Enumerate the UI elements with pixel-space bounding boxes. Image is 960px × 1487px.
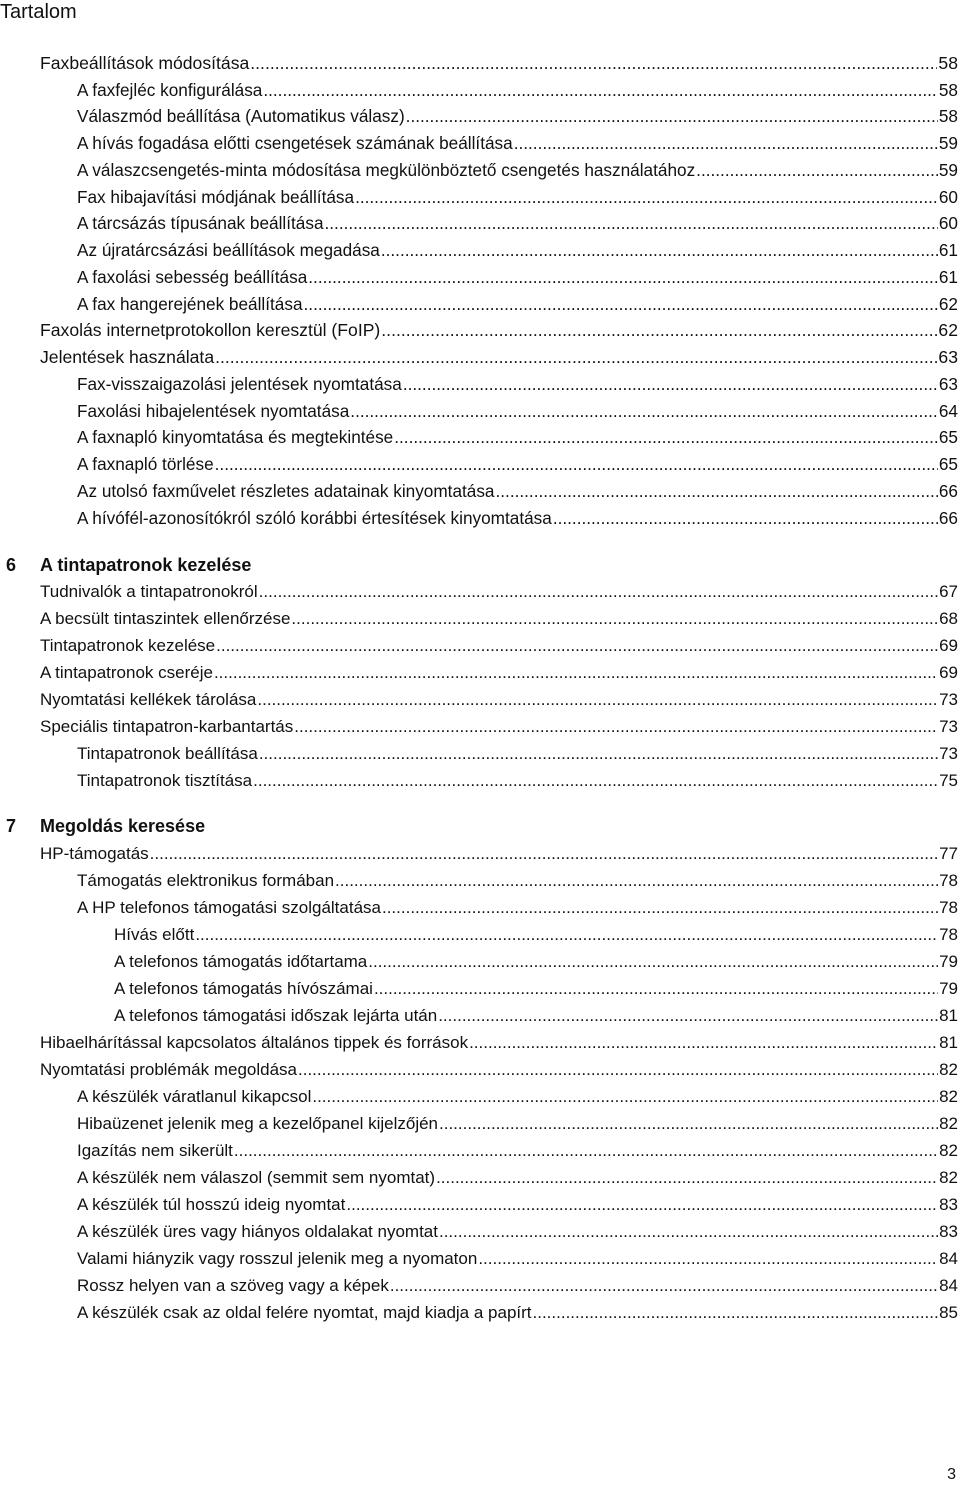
toc-entry-title: Tudnivalók a tintapatronokról [40,582,258,601]
toc-leader [382,894,938,921]
toc-leader [374,975,938,1002]
toc-leader [533,1299,939,1326]
toc-entry[interactable] [77,1137,958,1164]
toc-entry-title: Faxbeállítások módosítása [40,53,250,73]
toc-entry-page: 65 [938,454,958,474]
page-number: 3 [947,1466,956,1483]
toc-entry[interactable] [40,1029,958,1056]
toc-entry[interactable] [77,184,958,211]
toc-entry[interactable] [77,103,958,130]
toc-leader [214,659,938,686]
toc-entry-page: 62 [938,294,958,314]
toc-entry[interactable] [77,1110,958,1137]
toc-entry-page: 73 [939,717,958,736]
toc-entry-page: 77 [939,844,958,863]
toc-entry[interactable] [40,713,958,740]
toc-entry[interactable] [77,505,958,532]
toc-entry-page: 69 [939,636,958,655]
toc-entry[interactable] [77,130,958,157]
toc-entry-title: Hibaüzenet jelenik meg a kezelőpanel kijelzőjén [77,1114,439,1133]
toc-leader [469,1029,938,1056]
toc-entry-title: A hívófél-azonosítókról szóló korábbi értesítések kinyomtatása [77,508,552,528]
toc-entry[interactable] [77,867,958,894]
toc-entry-page: 75 [939,771,958,790]
toc-entry-page: 85 [939,1303,958,1322]
toc-entry-page: 58 [938,80,958,100]
toc-entry[interactable] [40,605,958,632]
toc-entry-page: 82 [939,1141,958,1160]
toc-entry-title: Rossz helyen van a szöveg vagy a képek [77,1276,389,1295]
toc-entry-title: Tintapatronok tisztítása [77,771,253,790]
toc-leader [215,451,938,478]
toc-entry-page: 61 [938,240,958,260]
toc-entry-page: 69 [939,663,958,682]
toc-entry-title: A készülék csak az oldal felére nyomtat, majd kiadja a papírt [77,1303,532,1322]
toc-leader [350,398,938,425]
toc-entry-page: 81 [939,1006,958,1025]
toc-leader [250,50,937,77]
toc-entry-page: 82 [939,1087,958,1106]
toc-entry-title: A faxnapló kinyomtatása és megtekintése [77,427,394,447]
toc-entry-title: A készülék nem válaszol (semmit sem nyomtat) [77,1168,436,1187]
toc-entry[interactable] [40,50,958,77]
toc-leader [150,840,938,867]
toc-entry-title: Fax-visszaigazolási jelentések nyomtatása [77,374,402,394]
toc-entry-title: HP-támogatás [40,844,149,863]
chapter-title: A tintapatronok kezelése [40,555,252,575]
toc-entry-title: Valami hiányzik vagy rosszul jelenik meg a nyomaton [77,1249,478,1268]
toc-entry[interactable] [40,632,958,659]
toc-entry[interactable] [114,975,958,1002]
toc-entry-page: 59 [938,160,958,180]
toc-leader [304,291,938,318]
toc-entry-title: Fax hibajavítási módjának beállítása [77,187,355,207]
toc-leader [291,605,938,632]
toc-entry-page: 73 [939,690,958,709]
toc-entry-title: Hibaelhárítással kapcsolatos általános tippek és források [40,1033,469,1052]
toc-entry-page: 63 [938,374,958,394]
toc-entry-title: A készülék váratlanul kikapcsol [77,1087,312,1106]
toc-entry[interactable] [40,659,958,686]
toc-entry-title: A faxfejléc konfigurálása [77,80,263,100]
toc-entry[interactable] [77,1218,958,1245]
toc-entry-title: A készülék üres vagy hiányos oldalakat nyomtat [77,1222,438,1241]
toc-entry-page: 60 [938,187,958,207]
chapter-heading[interactable] [6,812,205,840]
chapter-number: 7 [6,816,17,836]
toc-entry-page: 67 [939,582,958,601]
toc-entry[interactable] [77,398,958,425]
toc-leader [325,210,938,237]
toc-entry-page: 78 [939,925,958,944]
toc-entry-page: 82 [939,1114,958,1133]
chapter-title: Megoldás keresése [40,816,206,836]
toc-leader [263,77,938,104]
toc-entry-title: Faxolás internetprotokollon keresztül (FoIP) [40,320,381,340]
toc-leader [355,184,938,211]
toc-entry-title: Nyomtatási kellékek tárolása [40,690,257,709]
toc-entry-page: 78 [939,898,958,917]
toc-entry[interactable] [77,77,958,104]
toc-entry[interactable] [40,686,958,713]
toc-entry[interactable] [77,894,958,921]
toc-entry-page: 68 [939,609,958,628]
toc-entry-page: 59 [938,133,958,153]
toc-entry-page: 58 [938,53,958,73]
toc-entry-title: A tárcsázás típusának beállítása [77,213,324,233]
toc-entry-title: A becsült tintaszintek ellenőrzése [40,609,291,628]
toc-entry[interactable] [114,921,958,948]
toc-entry-page: 61 [938,267,958,287]
toc-entry-title: A HP telefonos támogatási szolgáltatása [77,898,381,917]
toc-entry-title: Az utolsó faxművelet részletes adatainak kinyomtatása [77,481,495,501]
toc-entry[interactable] [77,210,958,237]
toc-leader [216,632,938,659]
toc-leader [496,478,938,505]
toc-entry-page: 83 [939,1195,958,1214]
toc-entry[interactable] [77,740,958,767]
toc-leader [390,1272,938,1299]
toc-entry-page: 82 [939,1060,958,1079]
toc-entry-title: A fax hangerejének beállítása [77,294,303,314]
toc-entry-page: 83 [939,1222,958,1241]
toc-leader [298,1056,938,1083]
toc-leader [439,1218,938,1245]
toc-entry-title: Jelentések használata [40,347,215,367]
toc-entry-title: A telefonos támogatás időtartama [114,952,368,971]
toc-entry[interactable] [77,264,958,291]
toc-entry-title: Speciális tintapatron-karbantartás [40,717,294,736]
toc-entry-title: Igazítás nem sikerült [77,1141,233,1160]
toc-entry[interactable] [77,237,958,264]
toc-entry-title: Válaszmód beállítása (Automatikus válasz) [77,106,405,126]
toc-leader [294,713,938,740]
toc-entry[interactable] [77,291,958,318]
toc-entry-page: 60 [938,213,958,233]
toc-leader [253,767,938,794]
toc-entry[interactable] [114,1002,958,1029]
toc-leader [439,1110,938,1137]
toc-leader [308,264,938,291]
toc-entry-page: 79 [939,979,958,998]
toc-entry-title: Támogatás elektronikus formában [77,871,335,890]
toc-entry-title: A telefonos támogatás hívószámai [114,979,373,998]
toc-entry-page: 62 [938,320,958,340]
toc-leader [553,505,938,532]
toc-entry-title: A faxolási sebesség beállítása [77,267,308,287]
toc-entry[interactable] [77,424,958,451]
toc-leader [406,103,938,130]
toc-entry[interactable] [77,1164,958,1191]
toc-leader [394,424,938,451]
toc-entry[interactable] [40,1056,958,1083]
toc-leader [436,1164,938,1191]
toc-entry-title: Tintapatronok kezelése [40,636,216,655]
toc-entry-page: 58 [938,106,958,126]
toc-entry[interactable] [77,451,958,478]
chapter-heading[interactable] [6,551,251,579]
toc-leader [195,921,938,948]
toc-entry-page: 66 [938,481,958,501]
toc-leader [234,1137,938,1164]
toc-entry[interactable] [77,157,958,184]
toc-entry[interactable] [40,317,958,344]
toc-entry-title: A faxnapló törlése [77,454,214,474]
toc-leader [335,867,938,894]
toc-entry-page: 66 [938,508,958,528]
toc-entry-page: 82 [939,1168,958,1187]
toc-leader [215,344,937,371]
toc-entry-page: 84 [939,1276,958,1295]
toc-entry[interactable] [77,767,958,794]
toc-leader [312,1083,938,1110]
toc-entry-title: A telefonos támogatási időszak lejárta után [114,1006,438,1025]
toc-entry[interactable] [77,1191,958,1218]
toc-entry[interactable] [40,840,958,867]
toc-leader [438,1002,938,1029]
toc-entry-title: A hívás fogadása előtti csengetések számának beállítása [77,133,513,153]
toc-entry-title: Hívás előtt [114,925,195,944]
toc-entry-page: 64 [938,401,958,421]
toc-entry-page: 78 [939,871,958,890]
toc-entry[interactable] [114,948,958,975]
toc-entry[interactable] [77,1272,958,1299]
toc-leader [259,578,938,605]
toc-entry-page: 65 [938,427,958,447]
toc-entry-page: 73 [939,744,958,763]
toc-entry[interactable] [77,478,958,505]
toc-entry-page: 84 [939,1249,958,1268]
toc-leader [259,740,938,767]
toc-leader [381,317,937,344]
toc-entry-title: A válaszcsengetés-minta módosítása megkülönböztető csengetés használatához [77,160,696,180]
toc-entry-page: 63 [938,347,958,367]
toc-entry-title: Az újratárcsázási beállítások megadása [77,240,380,260]
toc-entry[interactable] [40,578,958,605]
toc-leader [696,157,938,184]
toc-entry[interactable] [77,1299,958,1326]
toc-leader [381,237,938,264]
toc-leader [257,686,938,713]
toc-leader [346,1191,938,1218]
toc-entry-title: A tintapatronok cseréje [40,663,213,682]
page-header-title: Tartalom [0,1,77,23]
chapter-number: 6 [6,555,17,575]
toc-leader [478,1245,938,1272]
toc-entry-page: 81 [939,1033,958,1052]
toc-entry-title: Nyomtatási problémák megoldása [40,1060,298,1079]
toc-entry-page: 79 [939,952,958,971]
toc-entry[interactable] [77,1245,958,1272]
toc-entry-title: Tintapatronok beállítása [77,744,258,763]
toc-leader [514,130,938,157]
toc-entry-title: Faxolási hibajelentések nyomtatása [77,401,350,421]
toc-entry-title: A készülék túl hosszú ideig nyomtat [77,1195,346,1214]
toc-entry[interactable] [77,371,958,398]
toc-leader [403,371,938,398]
toc-entry[interactable] [77,1083,958,1110]
toc-leader [368,948,938,975]
toc-entry[interactable] [40,344,958,371]
